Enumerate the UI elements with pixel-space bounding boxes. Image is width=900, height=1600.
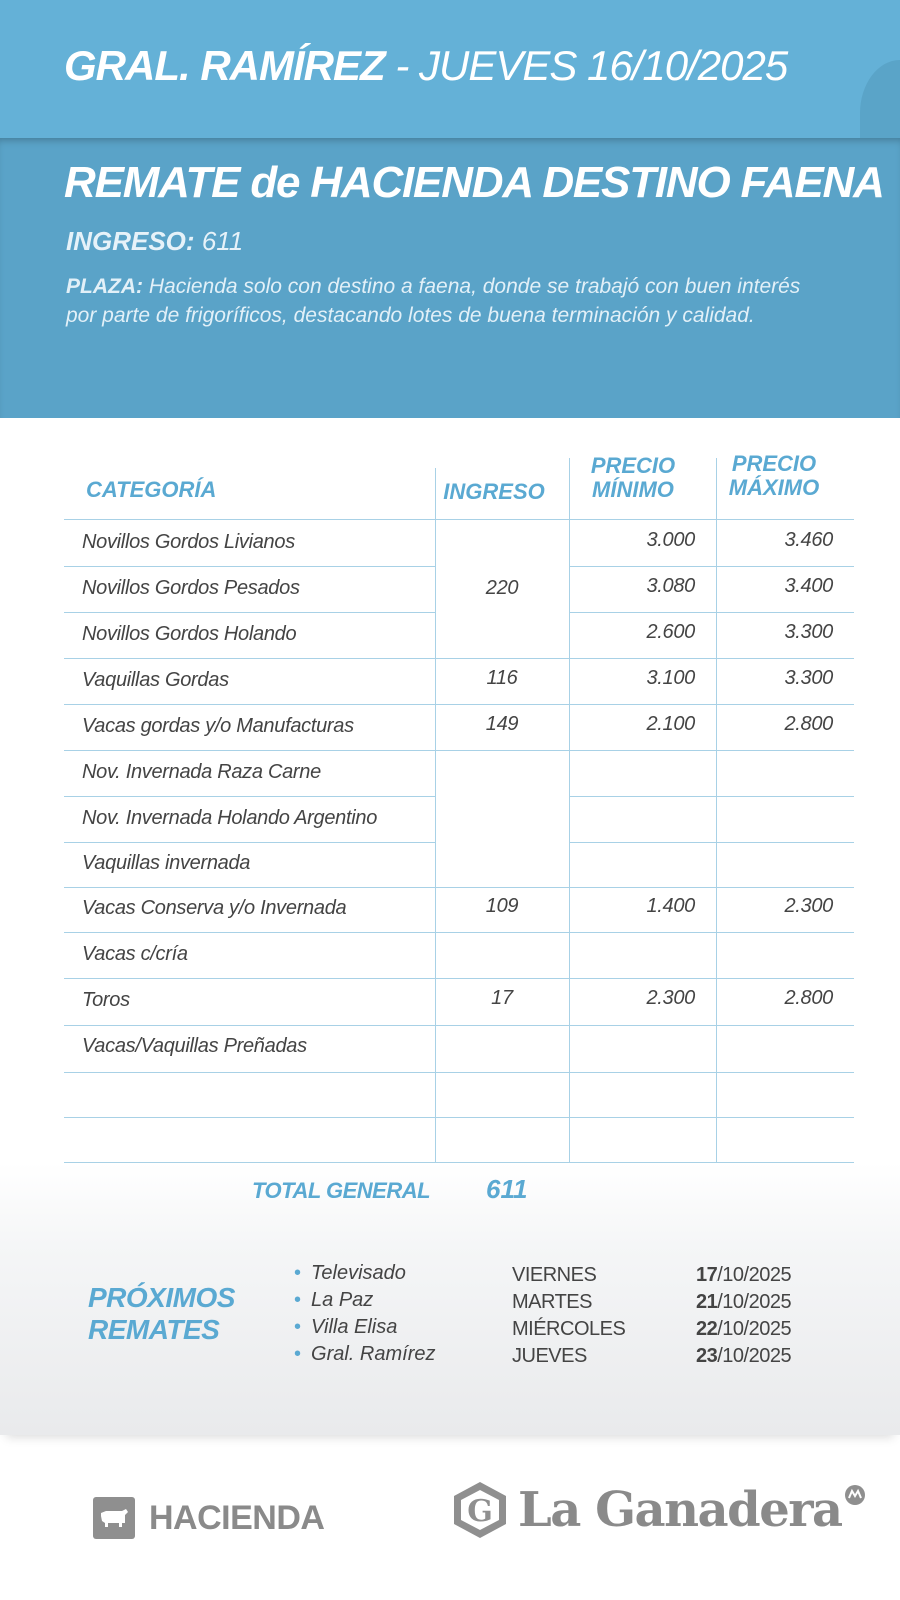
proximo-place [294,1289,373,1316]
row-categoria: Vacas Conserva y/o Invernada [82,897,347,919]
bullet-icon: • [294,1316,302,1338]
grid-hline [569,796,854,797]
row-categoria: Nov. Invernada Raza Carne [82,761,321,783]
row-precio-maximo: 2.800 [784,713,833,735]
grid-hline [64,612,435,613]
grid-hline [64,887,854,888]
proximo-date-day: 21 [696,1291,718,1313]
row-precio-minimo: 1.400 [646,895,695,917]
row-precio-minimo: 3.100 [646,667,695,689]
row-categoria: Novillos Gordos Livianos [82,531,295,553]
row-categoria: Vaquillas invernada [82,852,251,874]
row-categoria: Toros [82,989,130,1011]
proximo-date-rest: /10/2025 [717,1264,792,1286]
header-date: JUEVES 16/10/2025 [418,42,788,89]
grid-hline [569,612,854,613]
grid-vline-maximo [716,458,717,1170]
bullet-icon: • [294,1262,302,1284]
proximos-title-line2: REMATES [88,1314,220,1345]
row-precio-minimo: 2.300 [646,987,695,1009]
ganadera-wordmark: La Ganadera [518,1482,842,1538]
row-precio-maximo: 2.300 [784,895,833,917]
grid-hline [64,932,854,933]
proximo-date-rest: /10/2025 [717,1345,792,1367]
proximo-date-day: 22 [696,1318,718,1340]
grid-hline [64,1025,854,1026]
grid-vline-minimo [569,458,570,1170]
bullet-icon: • [294,1343,302,1365]
plaza-description [66,272,826,330]
proximo-place-name: Villa Elisa [311,1316,398,1338]
proximo-date [696,1291,791,1314]
proximo-day: MARTES [512,1291,592,1313]
plaza-label: PLAZA: [66,275,143,298]
grid-hline [64,750,854,751]
row-precio-maximo: 3.400 [784,575,833,597]
grid-hline [569,842,854,843]
row-categoria: Nov. Invernada Holando Argentino [82,807,378,829]
grid-hline [64,658,854,659]
header-categoria: CATEGORÍA [86,477,217,502]
row-precio-minimo: 2.600 [646,621,695,643]
grid-hline [64,566,435,567]
proximos-title-line1: PRÓXIMOS [88,1282,235,1313]
row-categoria: Novillos Gordos Holando [82,623,297,645]
hacienda-logo [93,1497,324,1539]
ingreso-vacas-gordas: 149 [485,713,519,735]
total-value: 611 [486,1174,528,1204]
grid-hline [64,1072,854,1073]
proximos-remates-title [88,1282,235,1346]
grid-hline [64,704,854,705]
grid-hline [569,566,854,567]
ganadera-g-icon [450,1480,510,1540]
row-precio-minimo: 3.000 [646,529,695,551]
header-title [64,42,787,90]
grid-hline [64,978,854,979]
svg-text:G: G [467,1494,493,1529]
row-precio-maximo: 3.300 [784,621,833,643]
header-separator: - [384,42,419,89]
cow-icon [93,1497,135,1539]
header-location: GRAL. RAMÍREZ [64,42,385,89]
proximo-date-day: 23 [696,1345,718,1367]
header-precio-minimo-line1: PRECIO [590,453,676,478]
proximo-date-rest: /10/2025 [717,1318,792,1340]
ingreso-vaquillas-gordas: 116 [486,667,518,689]
proximo-place-name: La Paz [311,1289,374,1311]
row-precio-maximo: 3.300 [784,667,833,689]
ingreso-summary [66,226,243,257]
proximo-date-rest: /10/2025 [717,1291,792,1313]
grid-hline [64,796,435,797]
row-precio-minimo: 3.080 [646,575,695,597]
proximo-date [696,1264,791,1287]
row-categoria: Vacas/Vaquillas Preñadas [82,1035,307,1057]
ingreso-value: 611 [201,226,244,256]
bullet-icon: • [294,1289,302,1311]
ingreso-vacas-conserva: 109 [485,895,519,917]
plaza-text: Hacienda solo con destino a faena, donde se trabajó con buen interés por parte de frigoríficos, destacando lotes de buena terminación y calidad. [66,275,801,327]
proximo-place [294,1316,397,1343]
total-label: TOTAL GENERAL [252,1178,431,1203]
proximo-place-name: Gral. Ramírez [311,1343,436,1365]
proximo-date [696,1318,791,1341]
row-precio-minimo: 2.100 [646,713,695,735]
header-ingreso: INGRESO [443,479,545,504]
proximo-place [294,1262,406,1289]
row-precio-maximo: 3.460 [784,529,833,551]
proximo-date [696,1345,791,1368]
proximo-place-name: Televisado [311,1262,406,1284]
row-categoria: Vaquillas Gordas [82,669,229,691]
proximo-date-day: 17 [696,1264,718,1286]
ingreso-novillos: 220 [485,577,519,599]
la-ganadera-logo [450,1480,866,1540]
proximo-day: VIERNES [512,1264,597,1286]
grid-hline [64,842,435,843]
header-precio-maximo [706,452,842,500]
row-categoria: Novillos Gordos Pesados [82,577,300,599]
ganadera-badge-icon [844,1484,866,1506]
header-precio-minimo-line2: MÍNIMO [592,477,674,502]
page-title: REMATE de HACIENDA DESTINO FAENA [64,158,884,207]
proximo-day: MIÉRCOLES [512,1318,626,1340]
grid-hline [64,519,854,520]
proximo-day: JUEVES [512,1345,587,1367]
row-precio-maximo: 2.800 [784,987,833,1009]
grid-hline [64,1117,854,1118]
header-precio-maximo-line2: MÁXIMO [728,475,820,500]
ingreso-label: INGRESO: [66,226,195,256]
header-precio-minimo [560,454,706,502]
row-categoria: Vacas c/cría [82,943,188,965]
grid-vline-ingreso [435,468,436,1170]
row-categoria: Vacas gordas y/o Manufacturas [82,715,354,737]
proximo-place [294,1343,435,1370]
hacienda-wordmark: HACIENDA [149,1498,325,1537]
header-precio-maximo-line1: PRECIO [731,451,817,476]
ingreso-toros: 17 [491,987,513,1009]
